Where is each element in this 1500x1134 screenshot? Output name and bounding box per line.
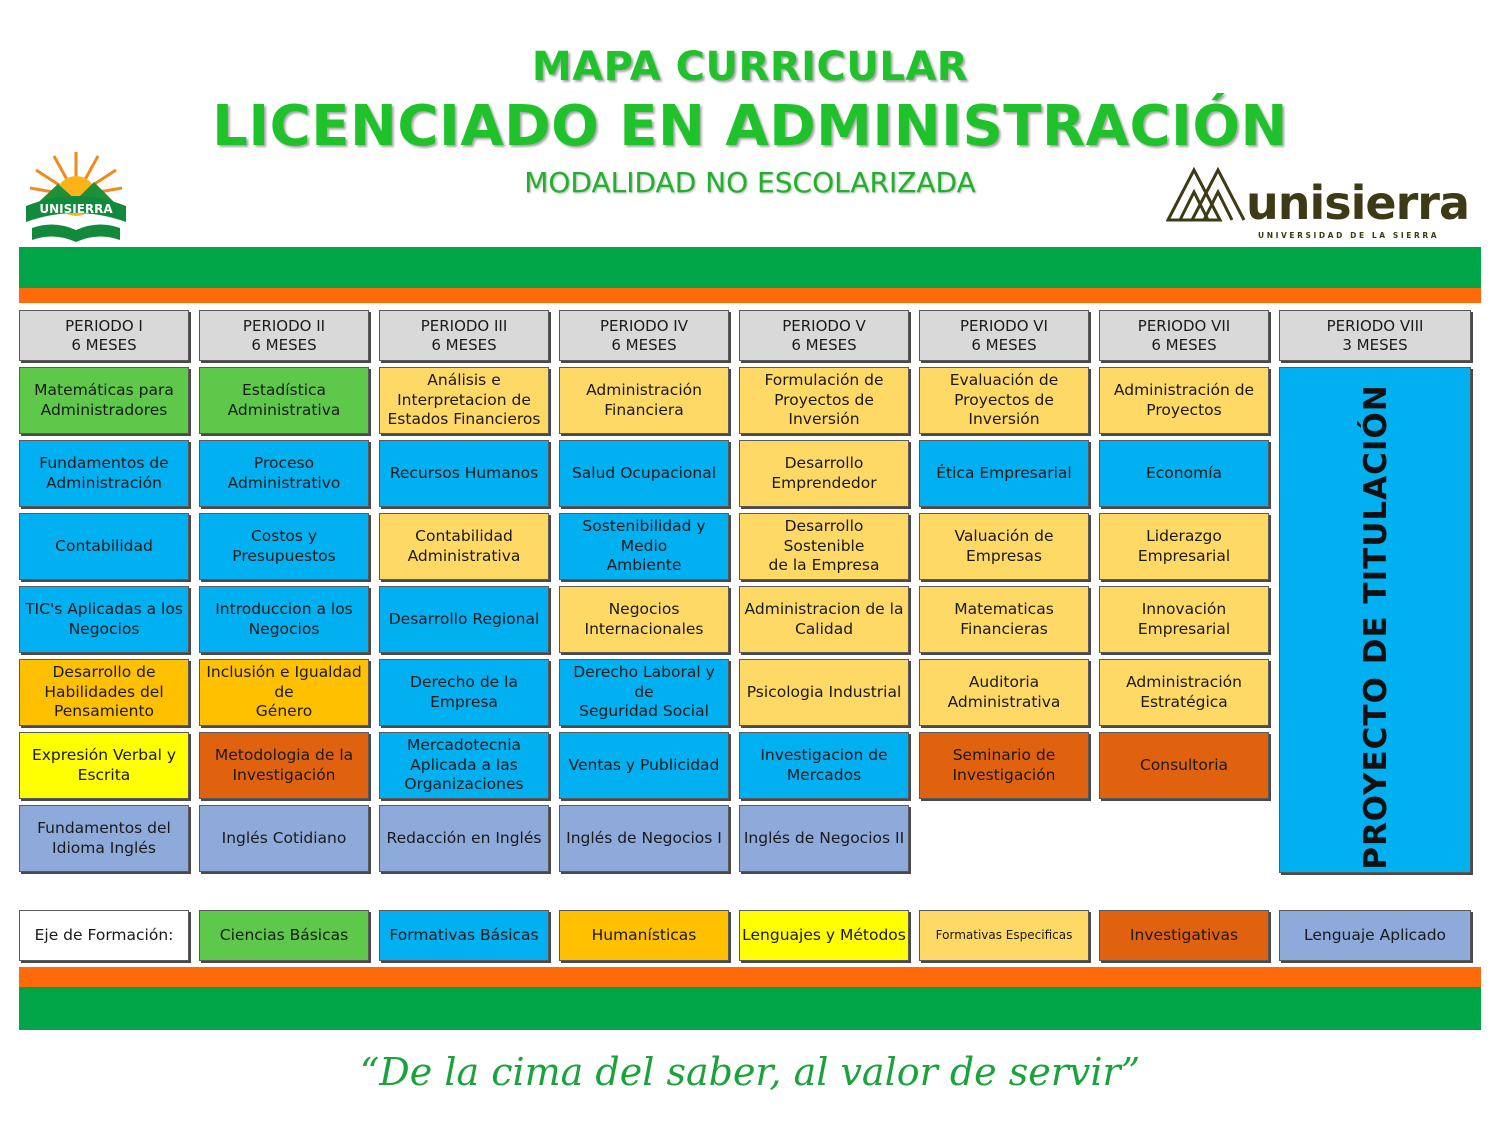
proyecto-titulacion-block bbox=[1279, 367, 1471, 873]
period-header bbox=[919, 310, 1089, 361]
period-name: PERIODO VIII bbox=[1326, 316, 1424, 335]
bottom-orange-band bbox=[19, 967, 1481, 987]
course-cell: Derecho Laboral y de Seguridad Social bbox=[559, 659, 729, 726]
brand-name: unisierra bbox=[1246, 176, 1470, 230]
legend-item: Lenguajes y Métodos bbox=[739, 910, 909, 961]
course-cell: Introduccion a los Negocios bbox=[199, 586, 369, 653]
period-name: PERIODO IV bbox=[600, 316, 688, 335]
period-header bbox=[1279, 310, 1471, 361]
course-cell: Contabilidad bbox=[19, 513, 189, 580]
period-header bbox=[559, 310, 729, 361]
course-cell: Derecho de la Empresa bbox=[379, 659, 549, 726]
course-cell: Ética Empresarial bbox=[919, 440, 1089, 507]
proyecto-titulacion-label: PROYECTO DE TITULACIÓN bbox=[1358, 384, 1394, 870]
course-cell: TIC's Aplicadas a los Negocios bbox=[19, 586, 189, 653]
period-duration: 6 MESES bbox=[971, 335, 1037, 354]
period-duration: 6 MESES bbox=[791, 335, 857, 354]
legend-item: Lenguaje Aplicado bbox=[1279, 910, 1471, 961]
legend-item: Formativas Básicas bbox=[379, 910, 549, 961]
period-duration: 3 MESES bbox=[1342, 335, 1408, 354]
period-duration: 6 MESES bbox=[611, 335, 677, 354]
course-cell: Desarrollo Regional bbox=[379, 586, 549, 653]
legend-item: Formativas Especificas bbox=[919, 910, 1089, 961]
title-program: LICENCIADO EN ADMINISTRACIÓN bbox=[212, 94, 1288, 159]
mountains-icon bbox=[1166, 164, 1246, 224]
course-cell: Administración de Proyectos bbox=[1099, 367, 1269, 434]
course-cell: Redacción en Inglés bbox=[379, 805, 549, 872]
emblem-text: UNISIERRA bbox=[39, 202, 113, 216]
top-green-band bbox=[19, 247, 1481, 288]
subtitle-modalidad: MODALIDAD NO ESCOLARIZADA bbox=[524, 166, 976, 199]
course-cell: Valuación de Empresas bbox=[919, 513, 1089, 580]
course-cell: Costos y Presupuestos bbox=[199, 513, 369, 580]
period-header bbox=[379, 310, 549, 361]
course-cell: Seminario de Investigación bbox=[919, 732, 1089, 799]
course-cell: Matemáticas para Administradores bbox=[19, 367, 189, 434]
course-cell: Desarrollo Sostenible de la Empresa bbox=[739, 513, 909, 580]
course-cell: Economía bbox=[1099, 440, 1269, 507]
period-name: PERIODO III bbox=[420, 316, 508, 335]
course-cell: Consultoria bbox=[1099, 732, 1269, 799]
course-cell: Proceso Administrativo bbox=[199, 440, 369, 507]
course-cell: Inglés de Negocios II bbox=[739, 805, 909, 872]
course-cell: Inclusión e Igualdad de Género bbox=[199, 659, 369, 726]
top-orange-band bbox=[19, 288, 1481, 303]
period-duration: 6 MESES bbox=[251, 335, 317, 354]
legend-item: Ciencias Básicas bbox=[199, 910, 369, 961]
brand-tagline: UNIVERSIDAD DE LA SIERRA bbox=[1258, 231, 1440, 240]
period-name: PERIODO II bbox=[242, 316, 326, 335]
bottom-green-band bbox=[19, 987, 1481, 1030]
period-name: PERIODO VII bbox=[1137, 316, 1231, 335]
course-cell: Administración Estratégica bbox=[1099, 659, 1269, 726]
course-cell: Investigacion de Mercados bbox=[739, 732, 909, 799]
period-duration: 6 MESES bbox=[431, 335, 497, 354]
course-cell: Psicologia Industrial bbox=[739, 659, 909, 726]
course-cell: Desarrollo de Habilidades del Pensamiento bbox=[19, 659, 189, 726]
sun-mountain-icon bbox=[24, 150, 128, 242]
course-cell: Liderazgo Empresarial bbox=[1099, 513, 1269, 580]
course-cell: Inglés de Negocios I bbox=[559, 805, 729, 872]
unisierra-emblem-logo bbox=[24, 150, 128, 242]
course-cell: Análisis e Interpretacion de Estados Financieros bbox=[379, 367, 549, 434]
course-cell: Ventas y Publicidad bbox=[559, 732, 729, 799]
motto: “De la cima del saber, al valor de servir” bbox=[359, 1050, 1141, 1094]
course-cell: Inglés Cotidiano bbox=[199, 805, 369, 872]
period-duration: 6 MESES bbox=[1151, 335, 1217, 354]
period-header bbox=[1099, 310, 1269, 361]
course-cell: Negocios Internacionales bbox=[559, 586, 729, 653]
period-name: PERIODO V bbox=[782, 316, 866, 335]
course-cell: Contabilidad Administrativa bbox=[379, 513, 549, 580]
course-cell: Auditoria Administrativa bbox=[919, 659, 1089, 726]
course-cell: Fundamentos del Idioma Inglés bbox=[19, 805, 189, 872]
course-cell: Estadística Administrativa bbox=[199, 367, 369, 434]
legend-item: Humanísticas bbox=[559, 910, 729, 961]
course-cell: Administracion de la Calidad bbox=[739, 586, 909, 653]
course-cell: Matematicas Financieras bbox=[919, 586, 1089, 653]
period-name: PERIODO VI bbox=[960, 316, 1048, 335]
period-name: PERIODO I bbox=[65, 316, 143, 335]
course-cell: Metodologia de la Investigación bbox=[199, 732, 369, 799]
period-header bbox=[19, 310, 189, 361]
course-cell: Fundamentos de Administración bbox=[19, 440, 189, 507]
course-cell: Salud Ocupacional bbox=[559, 440, 729, 507]
course-cell: Innovación Empresarial bbox=[1099, 586, 1269, 653]
legend-item: Investigativas bbox=[1099, 910, 1269, 961]
period-header bbox=[739, 310, 909, 361]
period-duration: 6 MESES bbox=[71, 335, 137, 354]
title-mapa-curricular: MAPA CURRICULAR bbox=[531, 44, 969, 90]
course-cell: Desarrollo Emprendedor bbox=[739, 440, 909, 507]
legend-title: Eje de Formación: bbox=[19, 910, 189, 961]
course-cell: Sostenibilidad y Medio Ambiente bbox=[559, 513, 729, 580]
period-header bbox=[199, 310, 369, 361]
course-cell: Administración Financiera bbox=[559, 367, 729, 434]
course-cell: Formulación de Proyectos de Inversión bbox=[739, 367, 909, 434]
course-cell: Recursos Humanos bbox=[379, 440, 549, 507]
course-cell: Evaluación de Proyectos de Inversión bbox=[919, 367, 1089, 434]
course-cell: Mercadotecnia Aplicada a las Organizaciones bbox=[379, 732, 549, 799]
course-cell: Expresión Verbal y Escrita bbox=[19, 732, 189, 799]
